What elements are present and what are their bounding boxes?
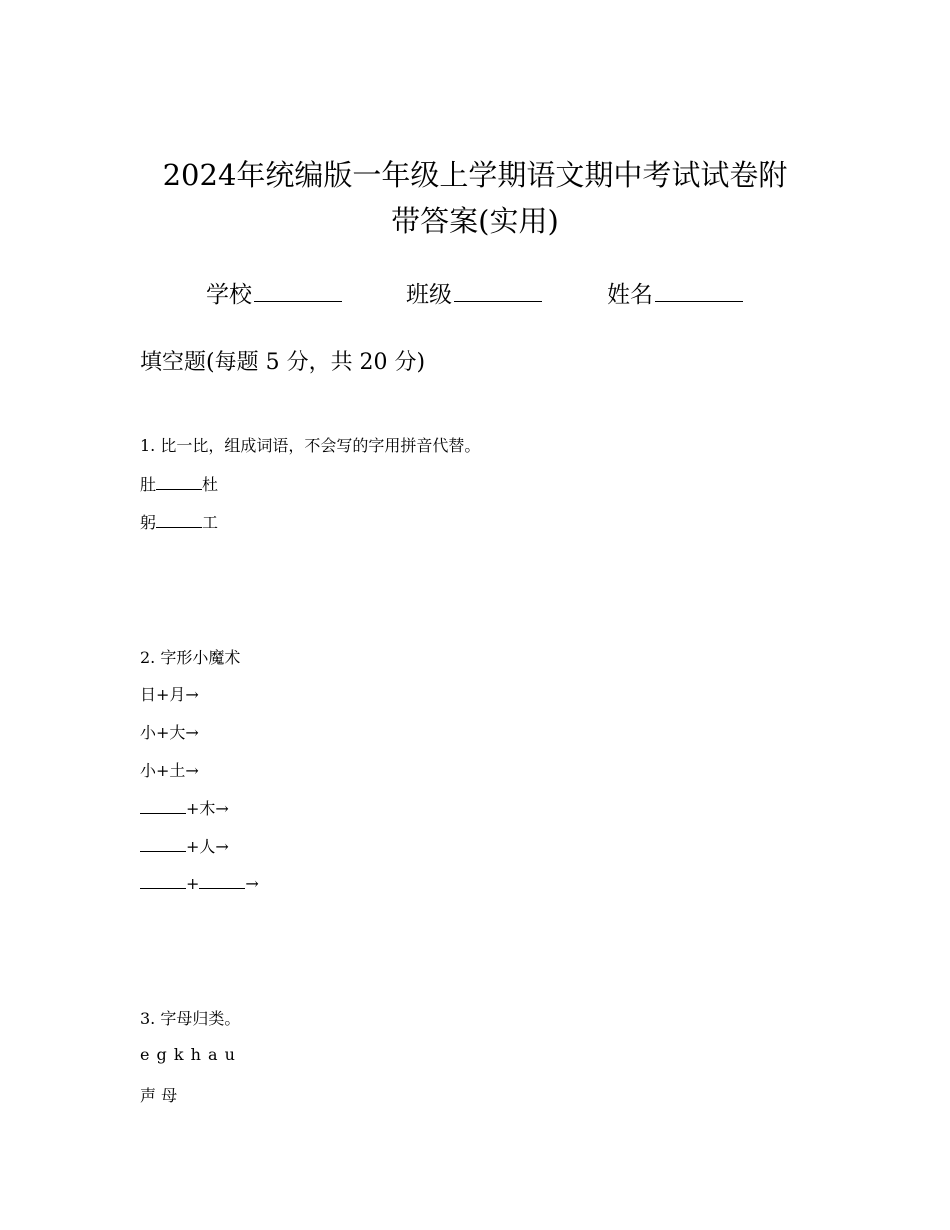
question-2-prompt: 2. 字形小魔术 — [140, 648, 241, 667]
school-label: 学校 — [206, 282, 252, 308]
question-2-row: 小+大→ — [140, 723, 199, 742]
class-label: 班级 — [406, 282, 452, 308]
title-line-1: 2024年统编版一年级上学期语文期中考试试卷附 — [162, 158, 788, 192]
answer-blank[interactable] — [156, 473, 202, 490]
answer-blank[interactable] — [140, 835, 186, 852]
question-1-row — [140, 510, 218, 533]
plus-sign: + — [186, 874, 200, 893]
page-title — [100, 152, 850, 244]
question-1-row — [140, 472, 218, 495]
question-1-prompt: 1. 比一比，组成词语，不会写的字用拼音代替。 — [140, 436, 481, 455]
section-heading: 填空题(每题 5 分，共 20 分) — [140, 350, 426, 375]
answer-blank[interactable] — [140, 797, 186, 814]
answer-blank[interactable] — [140, 872, 186, 889]
name-input-line[interactable] — [655, 277, 743, 302]
answer-blank[interactable] — [156, 511, 202, 528]
row-left-char: 躬 — [140, 513, 157, 532]
answer-blank[interactable] — [199, 872, 245, 889]
question-2-row — [140, 872, 259, 893]
category-label: 声 母 — [140, 1086, 178, 1105]
row-right-char: 杜 — [202, 475, 219, 494]
class-input-line[interactable] — [454, 277, 542, 302]
row-text: +木→ — [186, 799, 229, 818]
class-field — [406, 276, 542, 309]
row-left-char: 肚 — [140, 475, 157, 494]
arrow: → — [245, 874, 259, 893]
school-input-line[interactable] — [254, 277, 342, 302]
question-2-row — [140, 796, 229, 819]
name-label: 姓名 — [607, 282, 653, 308]
school-field — [206, 276, 342, 309]
question-3-prompt: 3. 字母归类。 — [140, 1009, 241, 1028]
letter-list: e g k h a u — [140, 1045, 236, 1064]
row-right-char: 工 — [202, 513, 219, 532]
question-2-row: 小+土→ — [140, 761, 199, 780]
title-line-2: 带答案(实用) — [391, 204, 559, 238]
row-text: +人→ — [186, 837, 229, 856]
question-2-row: 日+月→ — [140, 685, 199, 704]
name-field — [607, 276, 743, 309]
question-2-row — [140, 834, 229, 857]
